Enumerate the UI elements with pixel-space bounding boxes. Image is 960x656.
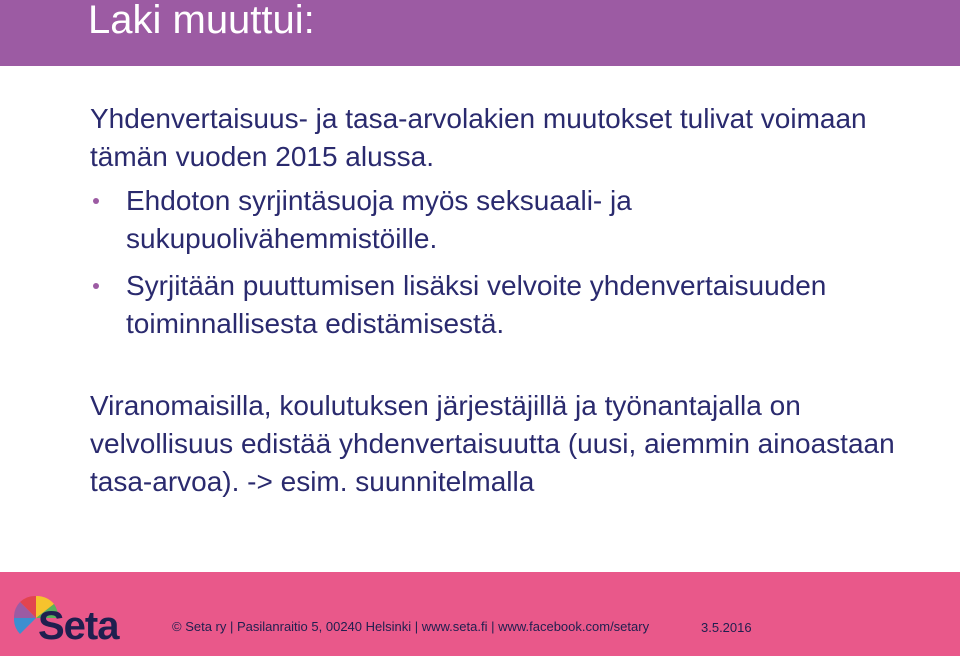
slide-content bbox=[90, 100, 930, 501]
bullet-item bbox=[90, 267, 930, 343]
footer-date: 3.5.2016 bbox=[701, 620, 752, 635]
slide-title: Laki muuttui: bbox=[88, 0, 315, 42]
footer-bar bbox=[0, 572, 960, 656]
body-paragraph: Viranomaisilla, koulutuksen järjestäjillä ja työnantajalla on velvollisuus edistää yhdenvertaisuutta (uusi, aiemmin ainoastaan tasa-arvoa). -> esim. suunnitelmalla bbox=[90, 390, 895, 497]
logo-wordmark: Seta bbox=[38, 604, 119, 648]
footer-info: © Seta ry | Pasilanraitio 5, 00240 Helsinki | www.seta.fi | www.facebook.com/setary bbox=[172, 619, 650, 634]
bullet-dot-icon bbox=[93, 283, 99, 289]
bullet-text: Syrjitään puuttumisen lisäksi velvoite yhdenvertaisuuden toiminnallisesta edistämisestä. bbox=[126, 270, 827, 339]
bullet-list bbox=[90, 182, 930, 343]
title-bar bbox=[0, 0, 960, 66]
bullet-item bbox=[90, 182, 930, 258]
bullet-text: Ehdoton syrjintäsuoja myös seksuaali- ja sukupuolivähemmistöille. bbox=[126, 185, 632, 254]
intro-paragraph: Yhdenvertaisuus- ja tasa-arvolakien muutokset tulivat voimaan tämän vuoden 2015 alussa. bbox=[90, 103, 867, 172]
bullet-dot-icon bbox=[93, 198, 99, 204]
